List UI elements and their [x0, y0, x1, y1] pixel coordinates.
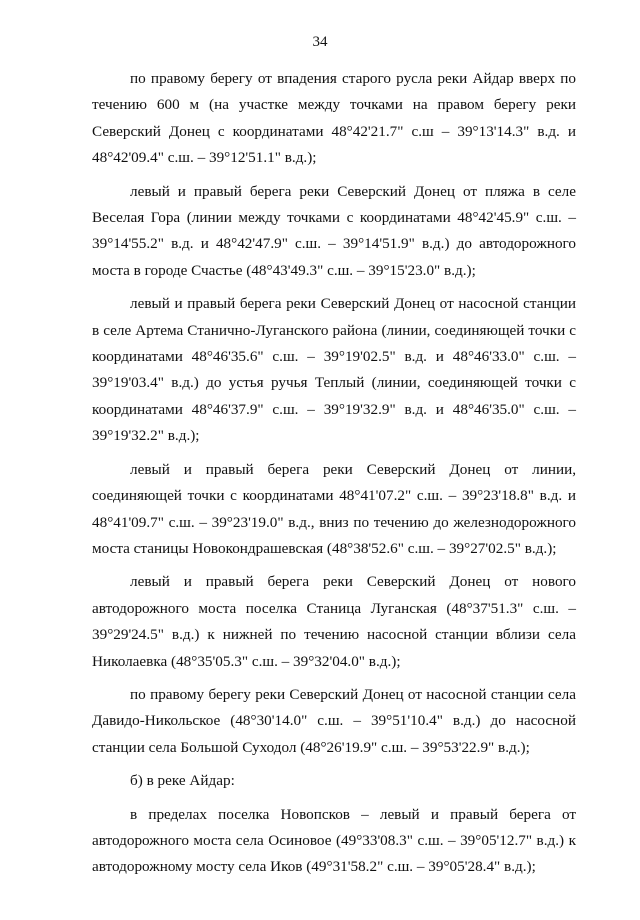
document-body	[92, 66, 576, 888]
paragraph-artema: левый и правый берега реки Северский Донец от насосной станции в селе Артема Станично-Луганского района (линии, соединяющей точки с координатами 48°46'35.6" с.ш. – 39°19'02.5" в.д. и 48°46'33.0" с.ш. – 39°19'03.4" в.д.) до устья ручья Теплый (линии, соединяющей точки с координатами 48°46'37.9" с.ш. – 39°19'32.9" в.д. и 48°46'35.0" с.ш. – 39°19'32.2" в.д.);	[92, 295, 576, 445]
paragraph-novopskov: в пределах поселка Новопсков – левый и правый берега от автодорожного моста села Осиновое (49°33'08.3" с.ш. – 39°05'12.7" в.д.) к автодорожному мосту села Иков (49°31'58.2" с.ш. – 39°05'28.4" в.д.);	[92, 805, 576, 876]
paragraph-heading-aidar: б) в реке Айдар:	[130, 772, 235, 790]
paragraph-davido-nikolskoe: по правому берегу реки Северский Донец от насосной станции села Давидо-Никольское (48°30'14.0" с.ш. – 39°51'10.4" в.д.) до насосной станции села Большой Суходол (48°26'19.9" с.ш. – 39°53'22.9" в.д.);	[92, 685, 576, 756]
paragraph-stanitsa-luganskaya: левый и правый берега реки Северский Донец от нового автодорожного моста поселка Станица Луганская (48°37'51.3" с.ш. – 39°29'24.5" в.д.) к нижней по течению насосной станции вблизи села Николаевка (48°35'05.3" с.ш. – 39°32'04.0" в.д.);	[92, 573, 576, 670]
paragraph-novokondrashevskaya: левый и правый берега реки Северский Донец от линии, соединяющей точки с координатами 48°41'07.2" с.ш. – 39°23'18.8" в.д. и 48°41'09.7" с.ш. – 39°23'19.0" в.д., вниз по течению до железнодорожного моста станицы Новокондрашевская (48°38'52.6" с.ш. – 39°27'02.5" в.д.);	[92, 460, 576, 557]
paragraph-aidar-right-bank: по правому берегу от впадения старого русла реки Айдар вверх по течению 600 м (на участке между точками на правом берегу реки Северский Донец с координатами 48°42'21.7" с.ш – 39°13'14.3" в.д. и 48°42'09.4" с.ш. – 39°12'51.1" в.д.);	[92, 70, 576, 167]
page-number: 34	[312, 34, 328, 50]
paragraph-veselaya-gora: левый и правый берега реки Северский Донец от пляжа в селе Веселая Гора (линии между точками с координатами 48°42'45.9" с.ш. – 39°14'55.2" в.д. и 48°42'47.9" с.ш. – 39°14'51.9" в.д.) до автодорожного моста в городе Счастье (48°43'49.3" с.ш. – 39°15'23.0" в.д.);	[92, 182, 576, 279]
